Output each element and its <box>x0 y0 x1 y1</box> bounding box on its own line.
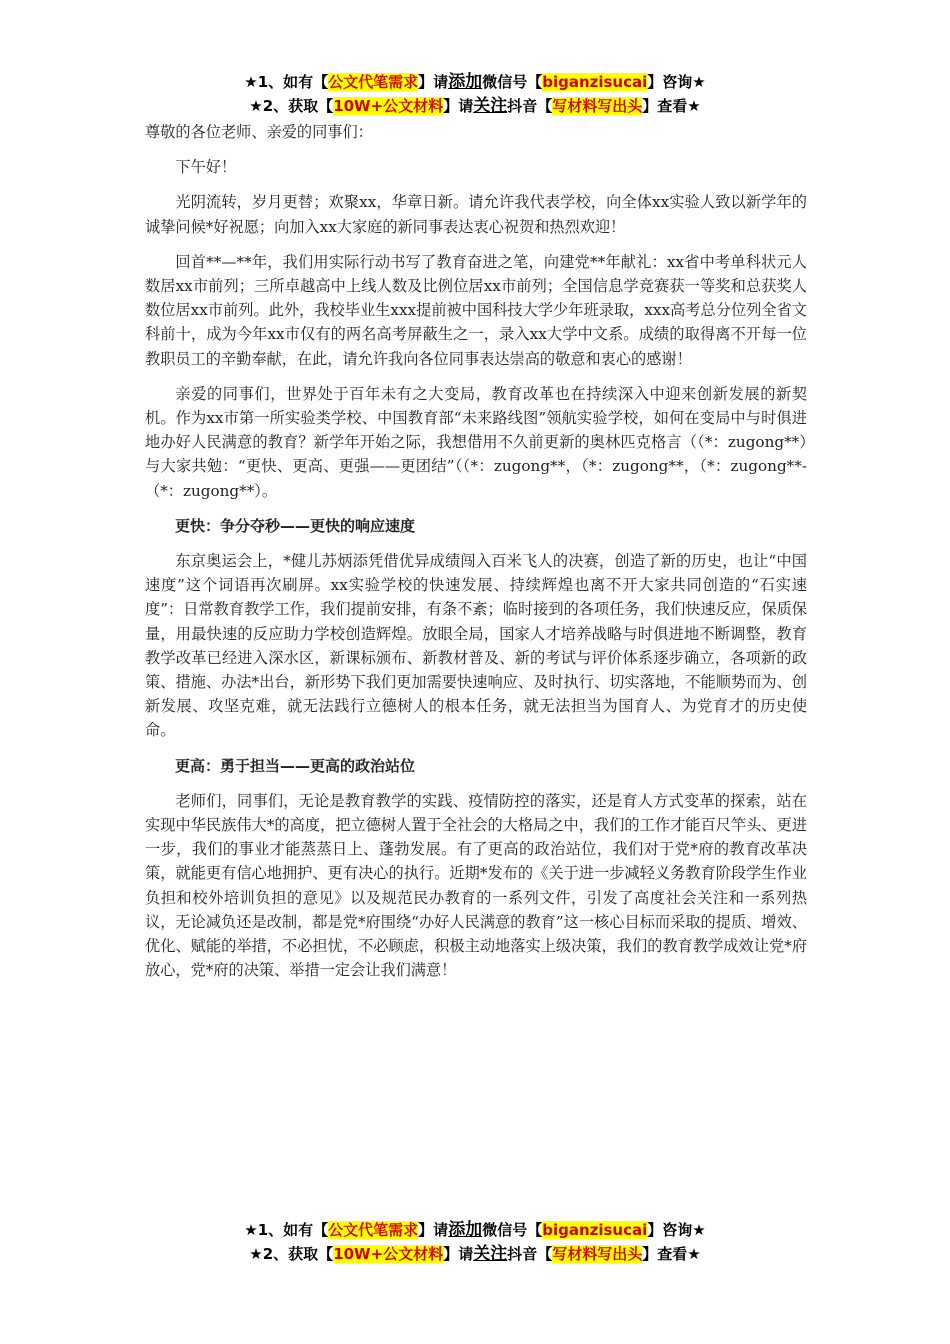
promo-text: 】咨询★ <box>647 73 706 91</box>
promo-text: 微信号【 <box>482 1221 543 1239</box>
highlight-materials: 10W+公文材料 <box>333 1245 444 1263</box>
promo-text: 抖音【 <box>507 97 553 115</box>
promo-banner-top <box>0 70 950 118</box>
promo-text: 】查看★ <box>642 97 701 115</box>
promo-text: ★2、获取【 <box>249 1245 334 1263</box>
promo-banner-bottom <box>0 1218 950 1266</box>
emphasis-add: 添加 <box>448 72 483 92</box>
paragraph: 老师们，同事们，无论是教育教学的实践、疫情防控的落实，还是育人方式变革的探索，站在实现中华民族伟大*的高度，把立德树人置于全社会的大格局之中，我们的工作才能百尺竿头、更进一步，我们的事业才能蒸蒸日上、蓬勃发展。有了更高的政治站位，我们对于党*府的教育改革决策，就能更有信心地拥护、更有决心的执行。近期*发布的《关于进一步减轻义务教育阶段学生作业负担和校外培训负担的意见》以及规范民办教育的一系列文件，引发了高度社会关注和一系列热议，无论减负还是改制，都是党*府围绕“办好人民满意的教育”这一核心目标而采取的提质、增效、优化、赋能的举措，不必担忧，不必顾虑，积极主动地落实上级决策，我们的教育教学成效让党*府放心，党*府的决策、举措一定会让我们满意！ <box>145 791 807 980</box>
highlight-materials: 10W+公文材料 <box>333 97 444 115</box>
promo-text: 】请 <box>443 1245 474 1263</box>
promo-text: 】请 <box>443 97 474 115</box>
promo-text: 】查看★ <box>642 1245 701 1263</box>
highlight-wechat-id: biganzisucai <box>542 73 648 91</box>
greeting: 下午好！ <box>175 158 237 177</box>
emphasis-follow: 关注 <box>473 96 508 116</box>
paragraph: 亲爱的同事们，世界处于百年未有之大变局，教育改革也在持续深入中迎来创新发展的新契机。作为xx市第一所实验类学校、中国教育部“未来路线图”领航实验学校，如何在变局中与时俱进地办好人民满意的教育？新学年开始之际，我想借用不久前更新的奥林匹克格言（（*：zugong**）与大家共勉：“更快、更高、更强——更团结”（（*：zugong**，（*：zugong**，（*：zugong**-（*：zugong**）。 <box>145 384 807 500</box>
promo-line-1 <box>0 1218 950 1242</box>
section-heading: 更快：争分夺秒——更快的响应速度 <box>175 516 416 535</box>
promo-text: ★2、获取【 <box>249 97 334 115</box>
salutation: 尊敬的各位老师、亲爱的同事们： <box>145 123 373 141</box>
section-heading: 更高：勇于担当——更高的政治站位 <box>175 756 416 775</box>
emphasis-add: 添加 <box>448 1220 483 1240</box>
highlight-douyin-account: 写材料写出头 <box>552 1245 643 1263</box>
paragraph: 东京奥运会上，*健儿苏炳添凭借优异成绩闯入百米飞人的决赛，创造了新的历史，也让“中国速度”这个词语再次刷屏。xx实验学校的快速发展、持续辉煌也离不开大家共同创造的“石实速度”：日常教育教学工作，我们提前安排，有条不紊；临时接到的各项任务，我们快速反应，保质保量，用最快速的反应助力学校创造辉煌。放眼全局，国家人才培养战略与时俱进地不断调整，教育教学改革已经进入深水区，新课标颁布、新教材普及、新的考试与评价体系逐步确立，各项新的政策、措施、办法*出台，新形势下我们更加需要快速响应、及时执行、切实落地，不能顺势而为、创新发展、攻坚克难，就无法践行立德树人的根本任务，就无法担当为国育人、为党育才的历史使命。 <box>145 552 807 740</box>
highlight-wechat-id: biganzisucai <box>542 1221 648 1239</box>
promo-text: 微信号【 <box>482 73 543 91</box>
emphasis-follow: 关注 <box>473 1244 508 1264</box>
promo-text: 】请 <box>418 1221 449 1239</box>
highlight-service: 公文代笔需求 <box>328 1221 419 1239</box>
paragraph: 回首**—**年，我们用实际行动书写了教育奋进之笔，向建党**年献礼：xx省中考单科状元人数居xx市前列；三所卓越高中上线人数及比例位居xx市前列；全国信息学竞赛获一等奖和总获奖人数位居xx市前列。此外，我校毕业生xxx提前被中国科技大学少年班录取，xxx高考总分位列全省文科前十，成为今年xx市仅有的两名高考屏蔽生之一，录入xx大学中文系。成绩的取得离不开每一位教职员工的辛勤奉献，在此，请允许我向各位同事表达崇高的敬意和衷心的感谢！ <box>145 252 807 368</box>
paragraph: 光阴流转，岁月更替；欢聚xx，华章日新。请允许我代表学校，向全体xx实验人致以新学年的诚挚问候*好祝愿；向加入xx大家庭的新同事表达衷心祝贺和热烈欢迎！ <box>145 193 807 236</box>
promo-text: ★1、如有【 <box>244 73 329 91</box>
promo-text: 】咨询★ <box>647 1221 706 1239</box>
promo-line-2 <box>0 1242 950 1266</box>
promo-text: 抖音【 <box>507 1245 553 1263</box>
promo-text: ★1、如有【 <box>244 1221 329 1239</box>
promo-line-1 <box>0 70 950 94</box>
document-body <box>145 120 807 994</box>
promo-line-2 <box>0 94 950 118</box>
promo-text: 】请 <box>418 73 449 91</box>
highlight-service: 公文代笔需求 <box>328 73 419 91</box>
highlight-douyin-account: 写材料写出头 <box>552 97 643 115</box>
